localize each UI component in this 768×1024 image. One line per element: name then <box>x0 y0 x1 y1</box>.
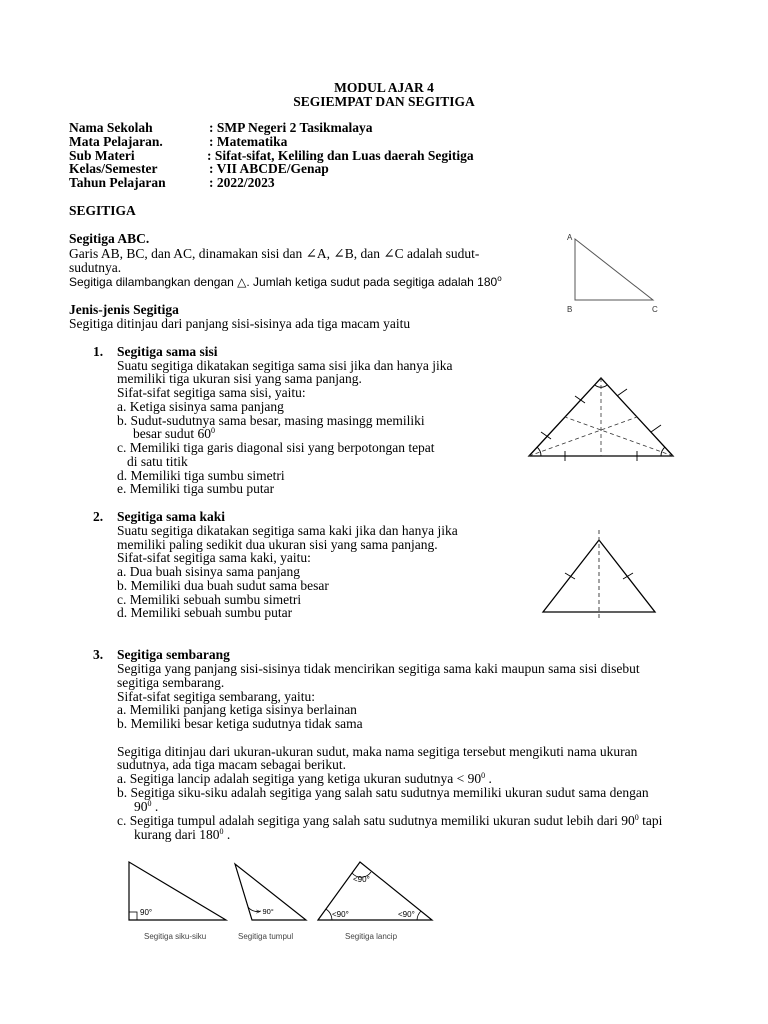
sama-kaki-line3: Sifat-sifat segitiga sama kaki, yaitu: <box>117 550 311 565</box>
label-b: B <box>567 305 573 314</box>
sama-sisi-line2: memiliki tiga ukuran sisi yang sama panjang. <box>117 371 362 386</box>
sudut-a <box>117 772 492 786</box>
tick-right-1 <box>651 425 661 432</box>
sudut-c1-sup: 0 <box>634 813 639 822</box>
arc-left <box>537 447 541 456</box>
item-number-3: 3. <box>93 647 104 662</box>
sama-sisi-heading: Segitiga sama sisi <box>117 344 218 359</box>
sama-sisi-line3: Sifat-sifat segitiga sama sisi, yaitu: <box>117 385 306 400</box>
identity-label-submateri: Sub Materi <box>69 148 135 163</box>
caption-lancip: Segitiga lancip <box>345 932 398 941</box>
sama-kaki-d: d. Memiliki sebuah sumbu putar <box>117 605 293 620</box>
caption-tumpul: Segitiga tumpul <box>238 932 294 941</box>
abc-heading: Segitiga ABC. <box>69 231 150 246</box>
jenis-heading: Jenis-jenis Segitiga <box>69 302 179 317</box>
sama-sisi-b1: b. Sudut-sudutnya sama besar, masing masingg memiliki <box>117 413 425 428</box>
sama-kaki-b: b. Memiliki dua buah sudut sama besar <box>117 578 329 593</box>
identity-value-school: : SMP Negeri 2 Tasikmalaya <box>209 120 373 135</box>
right-triangle-abc-figure <box>560 230 680 315</box>
item-number-2: 2. <box>93 509 104 524</box>
siku-siku-triangle <box>129 862 226 941</box>
sama-kaki-line1: Suatu segitiga dikatakan segitiga sama kaki jika dan hanya jika <box>117 523 458 538</box>
sama-kaki-a: a. Dua buah sisinya sama panjang <box>117 564 300 579</box>
caption-siku-siku: Segitiga siku-siku <box>144 932 207 941</box>
abc-line3-text: Segitiga dilambangkan dengan △. Jumlah ketiga sudut pada segitiga adalah 180 <box>69 275 498 289</box>
identity-label-subject: Mata Pelajaran. <box>69 134 163 149</box>
sudut-b2-text: 90 <box>134 799 148 814</box>
sudut-c1-text: c. Segitiga tumpul adalah segitiga yang salah satu sudutnya memiliki ukuran sudut lebih dari 90 <box>117 813 635 828</box>
tumpul-triangle <box>235 864 306 941</box>
median-left <box>529 417 637 456</box>
sama-kaki-line2: memiliki paling sedikit dua ukuran sisi yang sama panjang. <box>117 537 438 552</box>
lancip-right-arc <box>417 911 421 920</box>
identity-value-class: : VII ABCDE/Genap <box>209 161 329 176</box>
lancip-left-label: <90° <box>332 910 349 919</box>
label-a: A <box>567 233 573 242</box>
abc-line1: Garis AB, BC, dan AC, dinamakan sisi dan ∠A, ∠B, dan ∠C adalah sudut- <box>69 246 480 261</box>
page-subtitle: SEGIEMPAT DAN SEGITIGA <box>293 94 475 109</box>
sama-sisi-c2: di satu titik <box>127 454 188 469</box>
sama-sisi-b2 <box>133 427 215 441</box>
abc-line3 <box>69 275 502 289</box>
sembarang-a: a. Memiliki panjang ketiga sisinya berlainan <box>117 702 357 717</box>
sudut-line1: Segitiga ditinjau dari ukuran-ukuran sudut, maka nama segitiga tersebut mengikuti nama ukuran <box>117 744 638 759</box>
sembarang-line2: segitiga sembarang. <box>117 675 225 690</box>
identity-label-school: Nama Sekolah <box>69 120 153 135</box>
sama-sisi-b2-text: besar sudut 60 <box>133 426 211 441</box>
sudut-b2-end: . <box>151 799 159 814</box>
sudut-c1 <box>117 814 662 828</box>
sudut-line2: sudutnya, ada tiga macam sebagai berikut. <box>117 757 347 772</box>
arc-right <box>661 447 665 456</box>
sama-kaki-c: c. Memiliki sebuah sumbu simetri <box>117 592 302 607</box>
page-title: MODUL AJAR 4 <box>334 80 434 95</box>
sudut-b1: b. Segitiga siku-siku adalah segitiga yang salah satu sudutnya memiliki ukuran sudut sama dengan <box>117 785 649 800</box>
identity-value-year: : 2022/2023 <box>209 175 275 190</box>
sama-sisi-c1: c. Memiliki tiga garis diagonal sisi yang berpotongan tepat <box>117 440 435 455</box>
identity-label-year: Tahun Pelajaran <box>69 175 166 190</box>
right-angle-mark <box>129 912 137 920</box>
sudut-c1-end: tapi <box>638 813 663 828</box>
sama-sisi-line1: Suatu segitiga dikatakan segitiga sama sisi jika dan hanya jika <box>117 358 453 373</box>
sama-sisi-b2-sup: 0 <box>211 426 215 435</box>
sama-sisi-a: a. Ketiga sisinya sama panjang <box>117 399 284 414</box>
tumpul-angle-label: > 90° <box>256 907 274 916</box>
identity-label-class: Kelas/Semester <box>69 161 158 176</box>
sembarang-line1: Segitiga yang panjang sisi-sisinya tidak mencirikan segitiga sama kaki maupun sama sisi disebut <box>117 661 640 676</box>
sudut-a-text: a. Segitiga lancip adalah segitiga yang ketiga ukuran sudutnya < 90 <box>117 771 482 786</box>
jenis-intro: Segitiga ditinjau dari panjang sisi-sisinya ada tiga macam yaitu <box>69 316 411 331</box>
sembarang-b: b. Memiliki besar ketiga sudutnya tidak sama <box>117 716 363 731</box>
sudut-c2 <box>134 828 230 842</box>
equilateral-triangle-figure <box>525 372 675 462</box>
identity-value-subject: : Matematika <box>209 134 288 149</box>
triangle-abc-shape <box>575 239 653 300</box>
label-c: C <box>652 305 658 314</box>
sembarang-line3: Sifat-sifat segitiga sembarang, yaitu: <box>117 689 315 704</box>
sama-kaki-heading: Segitiga sama kaki <box>117 509 226 524</box>
isosceles-triangle-figure <box>535 530 675 620</box>
siku-siku-angle-label: 90° <box>140 908 153 917</box>
sudut-a-end: . <box>485 771 492 786</box>
sudut-c2-sup: 0 <box>219 827 224 836</box>
sudut-c2-text: kurang dari 180 <box>134 827 220 842</box>
sudut-b2-sup: 0 <box>147 799 152 808</box>
sudut-c2-end: . <box>223 827 231 842</box>
sembarang-heading: Segitiga sembarang <box>117 647 230 662</box>
sudut-a-sup: 0 <box>481 771 486 780</box>
identity-value-submateri: : Sifat-sifat, Keliling dan Luas daerah Segitiga <box>207 148 474 163</box>
sudut-b2 <box>134 800 158 814</box>
sama-sisi-e: e. Memiliki tiga sumbu putar <box>117 481 275 496</box>
lancip-top-label: <90° <box>353 875 370 884</box>
median-right <box>565 417 673 456</box>
item-number-1: 1. <box>93 344 104 359</box>
abc-line3-sup: o <box>497 274 502 283</box>
tick-right-2 <box>617 389 627 396</box>
abc-line2: sudutnya. <box>69 260 122 275</box>
equilateral-medians <box>529 378 673 456</box>
lancip-triangle <box>318 862 432 941</box>
section-title: SEGITIGA <box>69 203 136 218</box>
angle-triangles-figure <box>120 856 440 951</box>
lancip-right-label: <90° <box>398 910 415 919</box>
sama-sisi-d: d. Memiliki tiga sumbu simetri <box>117 468 285 483</box>
